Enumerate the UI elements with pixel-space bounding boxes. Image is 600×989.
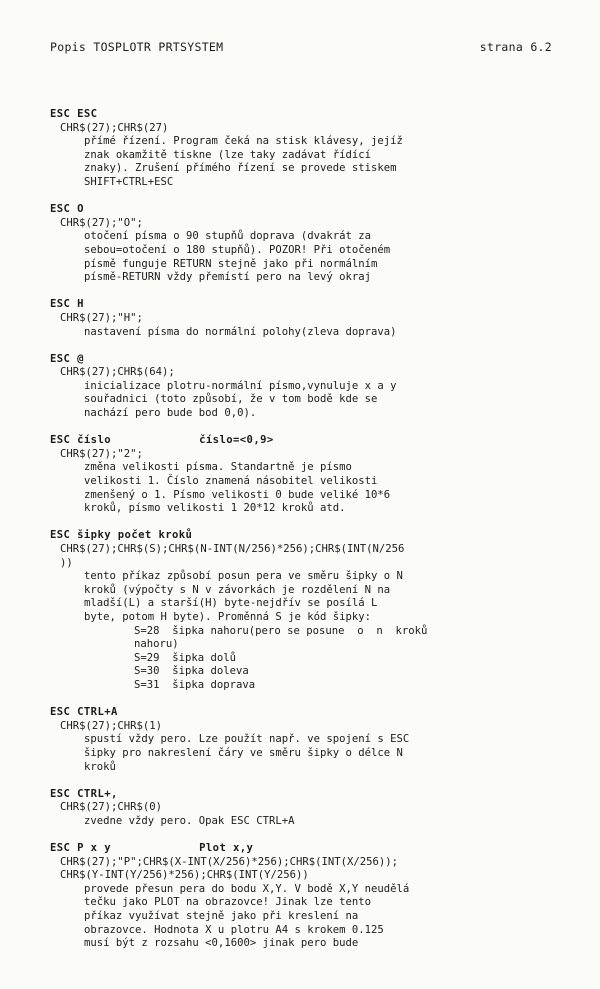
command-name: ESC @ (50, 352, 84, 365)
command-name: ESC P x y Plot x,y (50, 842, 254, 855)
description-line: kroků (výpočty s N v závorkách je rozdělení N na (84, 583, 391, 596)
command-name: ESC šipky počet kroků (50, 529, 193, 542)
command-description (50, 135, 565, 189)
command-name: ESC H (50, 298, 84, 311)
description-line: kroků, písmo velikosti 1 20*12 kroků atd. (84, 502, 346, 515)
command-section (50, 788, 565, 829)
basic-code-line: CHR$(27);CHR$(64); (60, 366, 175, 379)
command-section (50, 108, 565, 190)
command-description (50, 883, 565, 951)
description-line: kroků (84, 760, 116, 773)
description-line: mladší(L) a starší(H) byte-nejdřív se posílá L (84, 597, 378, 610)
basic-code-line: CHR$(27);"H"; (60, 311, 143, 324)
description-line: musí být z rozsahu <0,1600> jinak pero bude (84, 937, 359, 950)
description-line: změna velikosti písma. Standartně je písmo (84, 461, 352, 474)
basic-code-line: )) (60, 556, 73, 569)
command-section (50, 842, 565, 951)
command-section (50, 706, 565, 774)
basic-code-line: CHR$(Y-INT(Y/256)*256);CHR$(INT(Y/256)) (60, 869, 309, 882)
arrow-code-option: S=29 šipka dolů (134, 651, 237, 664)
command-description (50, 461, 565, 515)
description-line: písmě funguje RETURN stejně jako při normálním (84, 257, 378, 270)
command-list (50, 108, 565, 964)
command-name: ESC číslo číslo=<0,9> (50, 434, 274, 447)
command-section (50, 529, 565, 692)
arrow-code-option: S=31 šipka doprava (134, 678, 256, 691)
command-description (50, 326, 565, 340)
description-line: souřadnici (toto způsobí, že v tom bodě kde se (84, 393, 378, 406)
basic-code-line: CHR$(27);CHR$(27) (60, 121, 169, 134)
basic-code-line: CHR$(27);"2"; (60, 447, 143, 460)
description-line: písmě-RETURN vždy přemístí pero na levý okraj (84, 271, 372, 284)
command-section (50, 298, 565, 339)
document-title: Popis TOSPLOTR PRTSYSTEM (50, 40, 224, 54)
description-line: znak okamžitě tiskne (lze taky zadávat řídící (84, 148, 372, 161)
command-name: ESC ESC (50, 108, 98, 120)
description-line: nastavení písma do normální polohy(zleva doprava) (84, 325, 397, 338)
description-line: inicializace plotru-normální písmo,vynuluje x a y (84, 379, 397, 392)
description-line: šipky pro nakreslení čáry ve směru šipky o délce N (84, 746, 403, 759)
description-line: přímé řízení. Program čeká na stisk klávesy, jejíž (84, 135, 403, 148)
command-name: ESC CTRL+, (50, 787, 118, 800)
description-line: tento příkaz způsobí posun pera ve směru šipky o N (84, 570, 403, 583)
arrow-code-option: S=30 šipka doleva (134, 665, 249, 678)
command-section (50, 434, 565, 516)
description-line: znaky). Zrušení přímého řízení se provede stiskem (84, 162, 397, 175)
description-line: zmenšený o 1. Písmo velikosti 0 bude veliké 10*6 (84, 488, 391, 501)
arrow-code-option: nahoru) (134, 638, 179, 651)
description-line: nachází pero bude bod 0,0). (84, 407, 257, 420)
command-section (50, 203, 565, 285)
basic-code-line: CHR$(27);"O"; (60, 216, 143, 229)
description-line: sebou=otočení o 180 stupňů). POZOR! Při otočeném (84, 243, 391, 256)
basic-code-line: CHR$(27);"P";CHR$(X-INT(X/256)*256);CHR$(INT(X/256)); (60, 855, 399, 868)
command-description (50, 733, 565, 774)
basic-code-line: CHR$(27);CHR$(1) (60, 719, 163, 732)
command-description (50, 230, 565, 284)
basic-code-line: CHR$(27);CHR$(0) (60, 801, 163, 814)
description-line: SHIFT+CTRL+ESC (84, 175, 174, 188)
basic-code-line: CHR$(27);CHR$(S);CHR$(N-INT(N/256)*256);CHR$(INT(N/256 (60, 543, 405, 555)
description-line: otočení písma o 90 stupňů doprava (dvakrát za (84, 230, 372, 243)
description-line: velikosti 1. Číslo znamená násobitel velikosti (84, 475, 378, 488)
description-line: byte, potom H byte). Proměnná S je kód šipky: (84, 610, 372, 623)
command-description (50, 815, 565, 829)
description-line: příkaz využívat stejně jako při kreslení na (84, 910, 359, 923)
description-line: spustí vždy pero. Lze použít např. ve spojení s ESC (84, 733, 410, 746)
description-line: obrazovce. Hodnota X u plotru A4 s krokem 0.125 (84, 923, 384, 936)
command-name: ESC CTRL+A (50, 706, 118, 719)
page-number: strana 6.2 (479, 40, 552, 54)
description-line: zvedne vždy pero. Opak ESC CTRL+A (84, 814, 295, 827)
command-name: ESC O (50, 203, 84, 216)
description-line: tečku jako PLOT na obrazovce! Jinak lze tento (84, 896, 372, 909)
command-description (50, 570, 565, 624)
arrow-code-option: S=28 šipka nahoru(pero se posune o n kroků (134, 624, 428, 637)
command-section (50, 353, 565, 421)
command-description (50, 380, 565, 421)
description-line: provede přesun pera do bodu X,Y. V bodě X,Y neudělá (84, 882, 410, 895)
